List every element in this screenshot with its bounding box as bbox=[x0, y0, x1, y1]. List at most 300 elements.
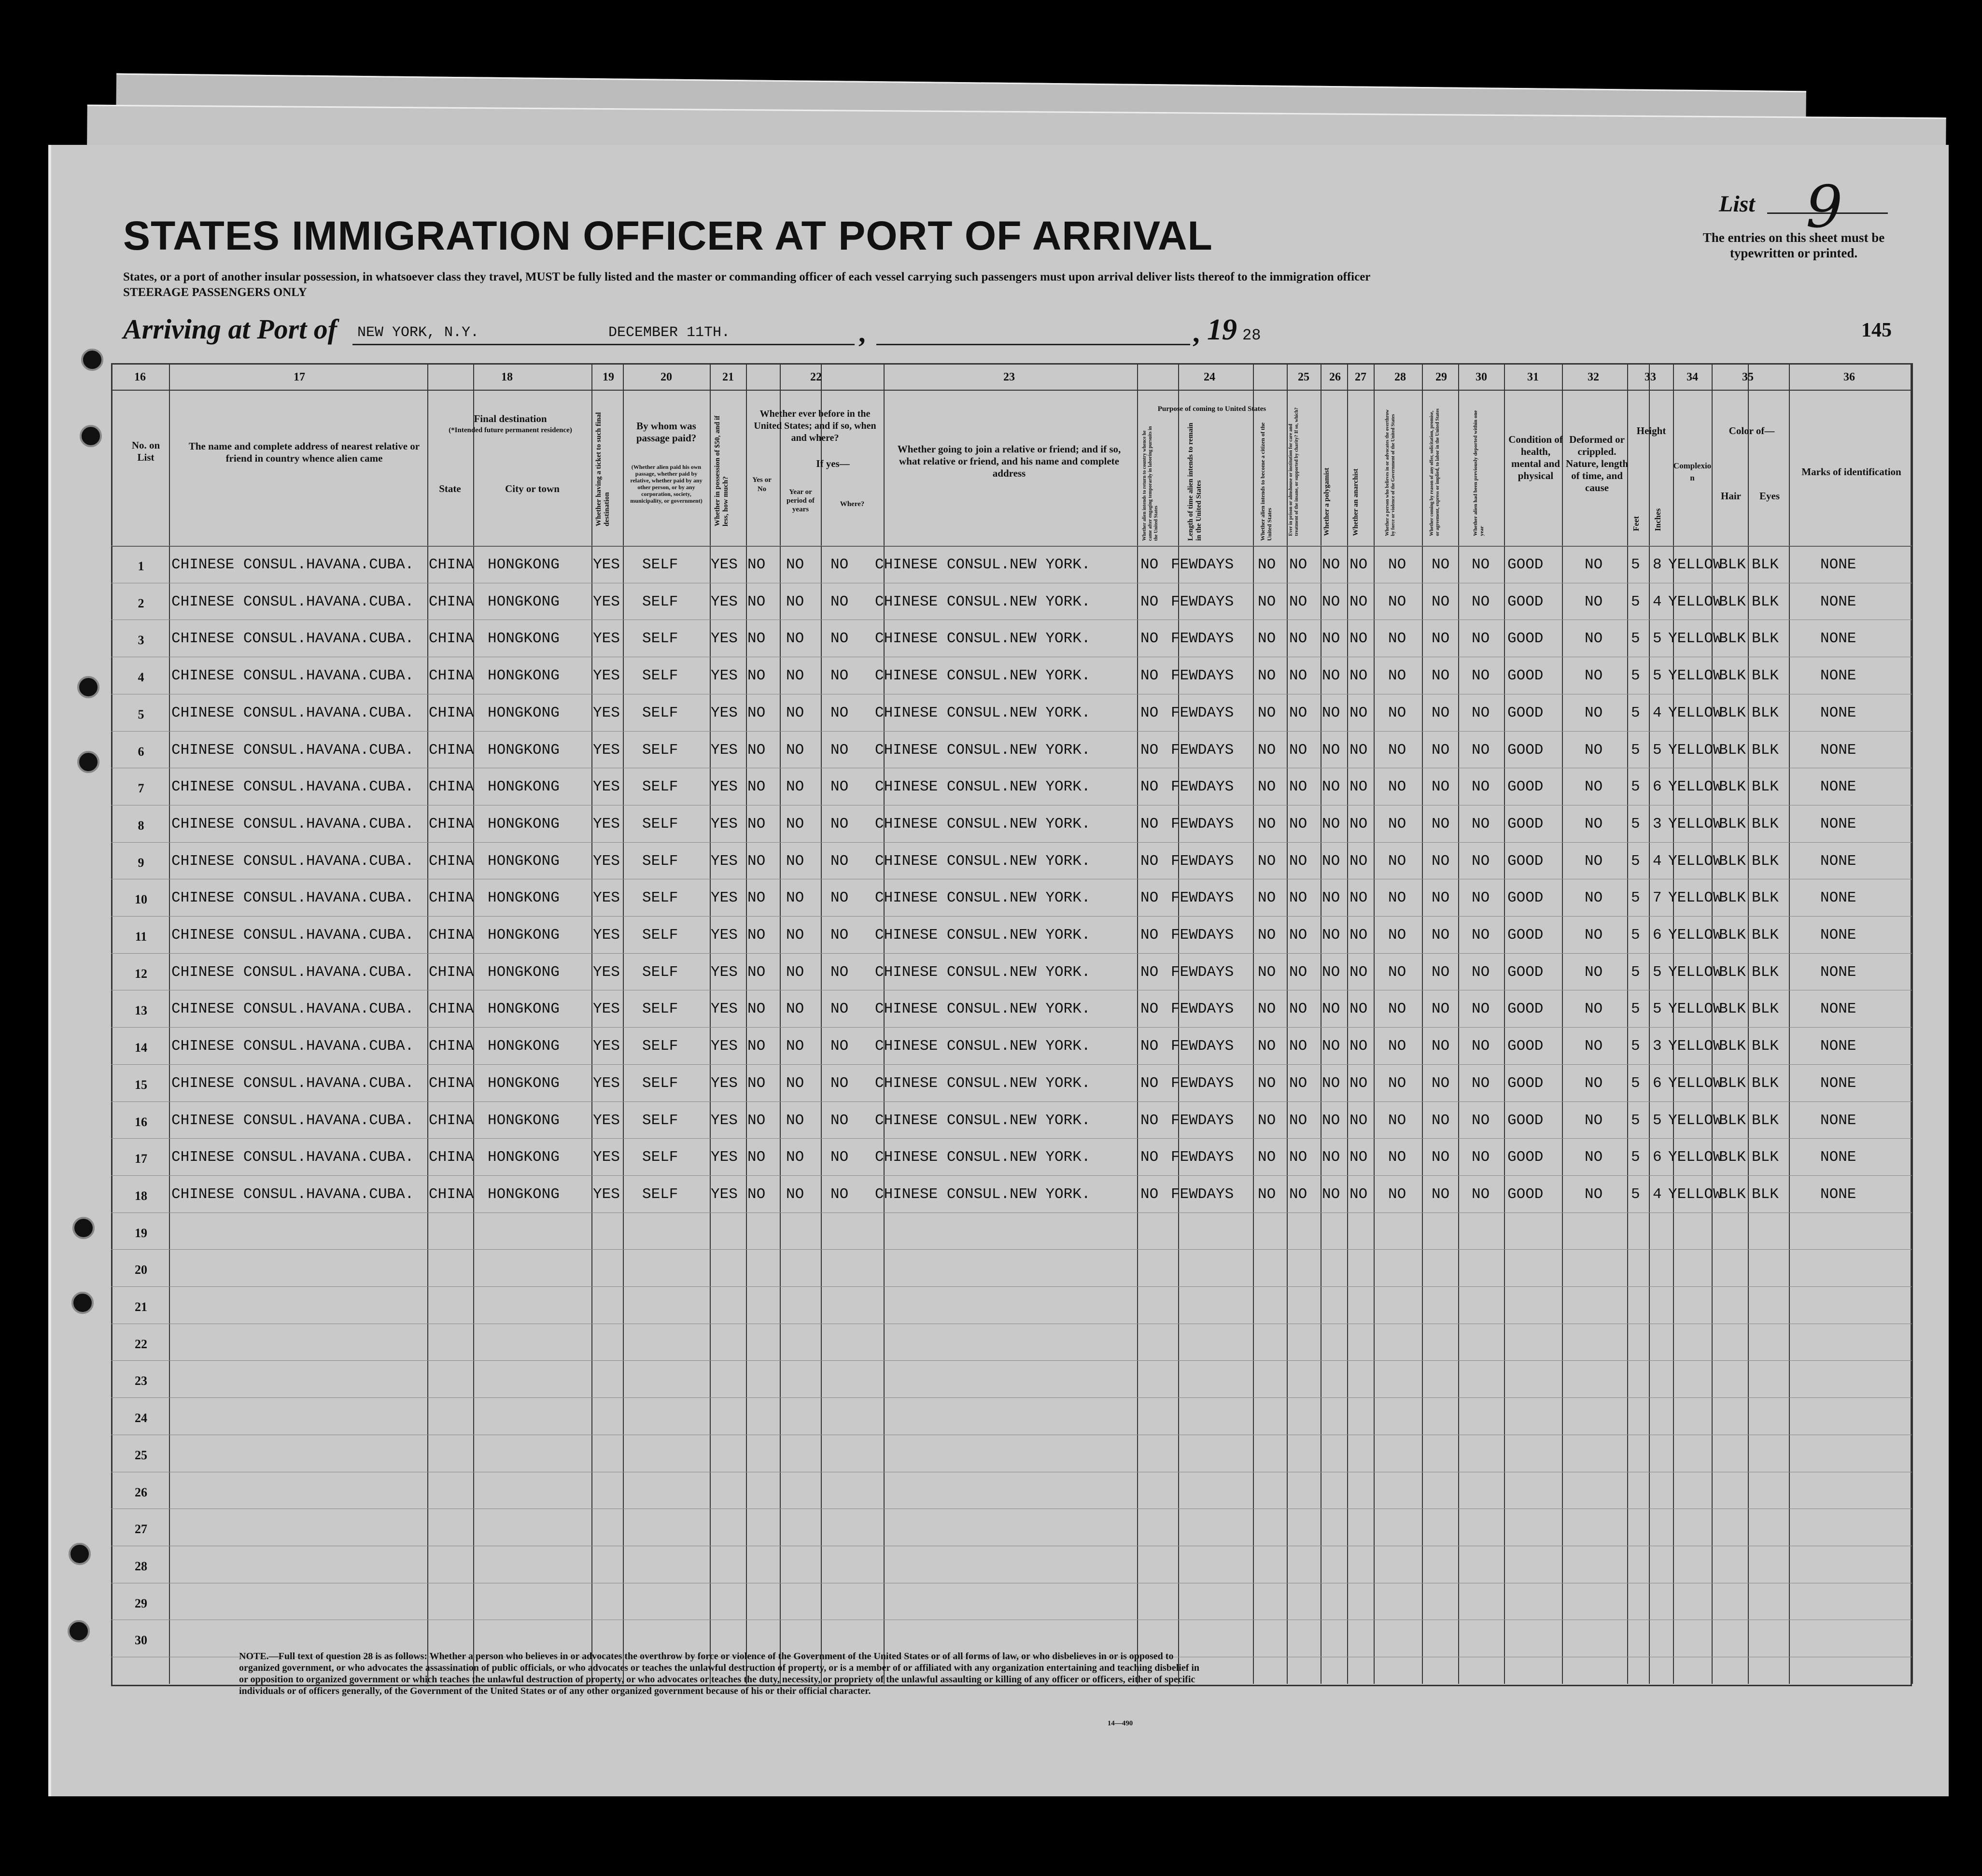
cell-anarch: NO bbox=[1349, 1186, 1368, 1203]
cell-deformed: NO bbox=[1585, 1186, 1603, 1203]
cell-paid: SELF bbox=[642, 1149, 678, 1166]
row-number: 26 bbox=[135, 1485, 147, 1499]
cell-years: NO bbox=[786, 556, 804, 573]
column-number: 31 bbox=[1527, 371, 1539, 383]
arrival-date: DECEMBER 11TH. bbox=[608, 324, 731, 341]
cell-where: NO bbox=[830, 742, 849, 759]
cell-ret: NO bbox=[1140, 889, 1159, 906]
cell-where: NO bbox=[830, 1186, 849, 1203]
cell-joining: CHINESE CONSUL.NEW YORK. bbox=[875, 1075, 1091, 1092]
cell-feet: 5 bbox=[1631, 556, 1640, 573]
cell-ticket: YES bbox=[593, 1001, 620, 1017]
cell-length: FEWDAYS bbox=[1171, 1038, 1234, 1055]
cell-fifty: YES bbox=[711, 556, 738, 573]
row-number: 25 bbox=[135, 1448, 147, 1462]
cell-prison: NO bbox=[1289, 667, 1307, 684]
cell-relative: CHINESE CONSUL.HAVANA.CUBA. bbox=[171, 1001, 414, 1017]
cell-offer: NO bbox=[1432, 927, 1450, 944]
cell-inches: 5 bbox=[1653, 667, 1662, 684]
cell-eyes: BLK bbox=[1752, 630, 1779, 647]
column-line bbox=[1789, 363, 1790, 1684]
cell-hair: BLK bbox=[1719, 1149, 1746, 1166]
cell-prison: NO bbox=[1289, 1149, 1307, 1166]
cell-paid: SELF bbox=[642, 705, 678, 721]
cell-marks: NONE bbox=[1820, 1112, 1856, 1129]
cell-poly: NO bbox=[1322, 593, 1340, 610]
column-line bbox=[169, 363, 170, 1684]
cell-relative: CHINESE CONSUL.HAVANA.CUBA. bbox=[171, 853, 414, 870]
cell-hair: BLK bbox=[1719, 778, 1746, 795]
entries-note: The entries on this sheet must be typewritten or printed. bbox=[1702, 230, 1885, 260]
cell-anarch: NO bbox=[1349, 889, 1368, 906]
cell-condition: GOOD bbox=[1507, 556, 1544, 573]
cell-before: NO bbox=[747, 667, 766, 684]
cell-anarch: NO bbox=[1349, 667, 1368, 684]
cell-hair: BLK bbox=[1719, 889, 1746, 906]
column-line bbox=[1422, 363, 1423, 1684]
cell-citizen: NO bbox=[1258, 705, 1276, 721]
cell-state: CHINA bbox=[429, 1186, 474, 1203]
cell-ticket: YES bbox=[593, 816, 620, 832]
cell-city: HONGKONG bbox=[488, 816, 560, 832]
cell-fifty: YES bbox=[711, 889, 738, 906]
header-purpose: Purpose of coming to United States bbox=[1157, 405, 1266, 413]
cell-prison: NO bbox=[1289, 927, 1307, 944]
cell-poly: NO bbox=[1322, 630, 1340, 647]
cell-city: HONGKONG bbox=[488, 556, 560, 573]
row-number: 21 bbox=[135, 1300, 147, 1314]
cell-deported: NO bbox=[1472, 742, 1490, 759]
cell-inches: 6 bbox=[1653, 927, 1662, 944]
header-if-yes: If yes— bbox=[816, 458, 850, 469]
cell-feet: 5 bbox=[1631, 1186, 1640, 1203]
cell-ret: NO bbox=[1140, 1186, 1159, 1203]
cell-anarch: NO bbox=[1349, 816, 1368, 832]
cell-poly: NO bbox=[1322, 1075, 1340, 1092]
row-line bbox=[111, 1101, 1912, 1102]
cell-where: NO bbox=[830, 1038, 849, 1055]
cell-before: NO bbox=[747, 964, 766, 981]
cell-ticket: YES bbox=[593, 1186, 620, 1203]
cell-state: CHINA bbox=[429, 964, 474, 981]
cell-ret: NO bbox=[1140, 1112, 1159, 1129]
cell-feet: 5 bbox=[1631, 630, 1640, 647]
cell-length: FEWDAYS bbox=[1171, 556, 1234, 573]
cell-state: CHINA bbox=[429, 1075, 474, 1092]
cell-years: NO bbox=[786, 964, 804, 981]
cell-overthrow: NO bbox=[1388, 1001, 1406, 1017]
header-state: State bbox=[439, 483, 461, 494]
cell-ticket: YES bbox=[593, 927, 620, 944]
cell-overthrow: NO bbox=[1388, 630, 1406, 647]
row-line bbox=[111, 953, 1912, 954]
cell-length: FEWDAYS bbox=[1171, 593, 1234, 610]
cell-before: NO bbox=[747, 1112, 766, 1129]
cell-relative: CHINESE CONSUL.HAVANA.CUBA. bbox=[171, 742, 414, 759]
cell-marks: NONE bbox=[1820, 630, 1856, 647]
cell-length: FEWDAYS bbox=[1171, 853, 1234, 870]
cell-hair: BLK bbox=[1719, 705, 1746, 721]
cell-eyes: BLK bbox=[1752, 742, 1779, 759]
cell-eyes: BLK bbox=[1752, 1001, 1779, 1017]
cell-complexion: YELLOW bbox=[1668, 853, 1722, 870]
cell-hair: BLK bbox=[1719, 1112, 1746, 1129]
cell-where: NO bbox=[830, 1112, 849, 1129]
cell-overthrow: NO bbox=[1388, 816, 1406, 832]
cell-length: FEWDAYS bbox=[1171, 778, 1234, 795]
cell-hair: BLK bbox=[1719, 964, 1746, 981]
cell-hair: BLK bbox=[1719, 593, 1746, 610]
cell-joining: CHINESE CONSUL.NEW YORK. bbox=[875, 667, 1091, 684]
cell-feet: 5 bbox=[1631, 889, 1640, 906]
cell-ret: NO bbox=[1140, 816, 1159, 832]
cell-ticket: YES bbox=[593, 1112, 620, 1129]
cell-deported: NO bbox=[1472, 964, 1490, 981]
cell-deformed: NO bbox=[1585, 1149, 1603, 1166]
header-anarchist: Whether an anarchist bbox=[1352, 468, 1360, 536]
row-line bbox=[111, 1397, 1912, 1398]
cell-marks: NONE bbox=[1820, 1149, 1856, 1166]
cell-feet: 5 bbox=[1631, 1038, 1640, 1055]
cell-ticket: YES bbox=[593, 593, 620, 610]
cell-joining: CHINESE CONSUL.NEW YORK. bbox=[875, 593, 1091, 610]
cell-deported: NO bbox=[1472, 1038, 1490, 1055]
cell-eyes: BLK bbox=[1752, 964, 1779, 981]
header-fifty: Whether in possession of $50, and if less, how much? bbox=[714, 415, 730, 526]
column-number: 26 bbox=[1329, 371, 1341, 383]
cell-complexion: YELLOW bbox=[1668, 1186, 1722, 1203]
cell-ret: NO bbox=[1140, 556, 1159, 573]
cell-fifty: YES bbox=[711, 593, 738, 610]
cell-fifty: YES bbox=[711, 667, 738, 684]
cell-years: NO bbox=[786, 1149, 804, 1166]
cell-ticket: YES bbox=[593, 705, 620, 721]
cell-deported: NO bbox=[1472, 705, 1490, 721]
cell-ret: NO bbox=[1140, 1038, 1159, 1055]
cell-offer: NO bbox=[1432, 1038, 1450, 1055]
row-number: 13 bbox=[135, 1003, 147, 1017]
cell-relative: CHINESE CONSUL.HAVANA.CUBA. bbox=[171, 593, 414, 610]
cell-condition: GOOD bbox=[1507, 927, 1544, 944]
header-overthrow: Whether a person who believes in or advocates the overthrow by force or violence of the Government of the United States bbox=[1385, 409, 1396, 536]
cell-prison: NO bbox=[1289, 1075, 1307, 1092]
cell-condition: GOOD bbox=[1507, 705, 1544, 721]
column-number: 29 bbox=[1435, 371, 1447, 383]
cell-where: NO bbox=[830, 927, 849, 944]
cell-city: HONGKONG bbox=[488, 742, 560, 759]
cell-eyes: BLK bbox=[1752, 667, 1779, 684]
cell-feet: 5 bbox=[1631, 1149, 1640, 1166]
cell-deformed: NO bbox=[1585, 667, 1603, 684]
cell-years: NO bbox=[786, 742, 804, 759]
cell-city: HONGKONG bbox=[488, 705, 560, 721]
cell-overthrow: NO bbox=[1388, 742, 1406, 759]
cell-complexion: YELLOW bbox=[1668, 1001, 1722, 1017]
cell-condition: GOOD bbox=[1507, 742, 1544, 759]
cell-length: FEWDAYS bbox=[1171, 816, 1234, 832]
cell-deported: NO bbox=[1472, 667, 1490, 684]
cell-years: NO bbox=[786, 1186, 804, 1203]
cell-length: FEWDAYS bbox=[1171, 1001, 1234, 1017]
cell-joining: CHINESE CONSUL.NEW YORK. bbox=[875, 1001, 1091, 1017]
list-number: 9 bbox=[1806, 174, 1843, 241]
cell-inches: 5 bbox=[1653, 1001, 1662, 1017]
cell-hair: BLK bbox=[1719, 853, 1746, 870]
cell-ret: NO bbox=[1140, 705, 1159, 721]
cell-complexion: YELLOW bbox=[1668, 667, 1722, 684]
cell-prison: NO bbox=[1289, 1112, 1307, 1129]
cell-city: HONGKONG bbox=[488, 630, 560, 647]
column-number: 30 bbox=[1476, 371, 1487, 383]
cell-state: CHINA bbox=[429, 927, 474, 944]
cell-joining: CHINESE CONSUL.NEW YORK. bbox=[875, 964, 1091, 981]
cell-overthrow: NO bbox=[1388, 667, 1406, 684]
cell-before: NO bbox=[747, 556, 766, 573]
cell-ticket: YES bbox=[593, 630, 620, 647]
cell-joining: CHINESE CONSUL.NEW YORK. bbox=[875, 816, 1091, 832]
row-number: 24 bbox=[135, 1411, 147, 1425]
cell-marks: NONE bbox=[1820, 889, 1856, 906]
header-final-destination-note: (*Intended future permanent residence) bbox=[449, 426, 572, 434]
cell-eyes: BLK bbox=[1752, 778, 1779, 795]
cell-eyes: BLK bbox=[1752, 556, 1779, 573]
cell-citizen: NO bbox=[1258, 964, 1276, 981]
cell-deformed: NO bbox=[1585, 889, 1603, 906]
cell-hair: BLK bbox=[1719, 1001, 1746, 1017]
column-line bbox=[1912, 363, 1913, 1684]
cell-feet: 5 bbox=[1631, 964, 1640, 981]
cell-before: NO bbox=[747, 1038, 766, 1055]
cell-years: NO bbox=[786, 1001, 804, 1017]
cell-state: CHINA bbox=[429, 630, 474, 647]
cell-offer: NO bbox=[1432, 556, 1450, 573]
row-line bbox=[111, 1175, 1912, 1176]
cell-anarch: NO bbox=[1349, 1001, 1368, 1017]
cell-offer: NO bbox=[1432, 964, 1450, 981]
cell-inches: 5 bbox=[1653, 630, 1662, 647]
cell-years: NO bbox=[786, 667, 804, 684]
cell-ticket: YES bbox=[593, 1038, 620, 1055]
cell-overthrow: NO bbox=[1388, 1112, 1406, 1129]
header-paid-by: By whom was passage paid? bbox=[636, 420, 697, 444]
cell-anarch: NO bbox=[1349, 964, 1368, 981]
column-line bbox=[1137, 363, 1138, 1684]
cell-anarch: NO bbox=[1349, 593, 1368, 610]
cell-ret: NO bbox=[1140, 667, 1159, 684]
cell-complexion: YELLOW bbox=[1668, 593, 1722, 610]
cell-citizen: NO bbox=[1258, 630, 1276, 647]
cell-paid: SELF bbox=[642, 593, 678, 610]
cell-deformed: NO bbox=[1585, 630, 1603, 647]
cell-deported: NO bbox=[1472, 593, 1490, 610]
cell-condition: GOOD bbox=[1507, 630, 1544, 647]
header-offer: Whether coming by reason of any offer, solicitation, promise, or agreement, express or implied, to labor in the United States bbox=[1429, 408, 1440, 536]
cell-fifty: YES bbox=[711, 1149, 738, 1166]
cell-anarch: NO bbox=[1349, 556, 1368, 573]
row-number: 3 bbox=[138, 633, 144, 647]
cell-feet: 5 bbox=[1631, 816, 1640, 832]
cell-length: FEWDAYS bbox=[1171, 1186, 1234, 1203]
cell-feet: 5 bbox=[1631, 1112, 1640, 1129]
cell-complexion: YELLOW bbox=[1668, 556, 1722, 573]
cell-fifty: YES bbox=[711, 1186, 738, 1203]
cell-fifty: YES bbox=[711, 853, 738, 870]
row-number: 8 bbox=[138, 818, 144, 832]
arrival-port: NEW YORK, N.Y. bbox=[357, 324, 479, 341]
column-number: 35 bbox=[1742, 371, 1754, 383]
column-number: 25 bbox=[1298, 371, 1309, 383]
row-number: 4 bbox=[138, 670, 144, 684]
cell-anarch: NO bbox=[1349, 1149, 1368, 1166]
header-condition: Condition of health, mental and physical bbox=[1508, 434, 1563, 481]
cell-paid: SELF bbox=[642, 742, 678, 759]
cell-city: HONGKONG bbox=[488, 889, 560, 906]
punch-hole bbox=[80, 425, 102, 447]
cell-relative: CHINESE CONSUL.HAVANA.CUBA. bbox=[171, 1112, 414, 1129]
header-paid-by-note: (Whether alien paid his own passage, whether paid by relative, whether paid by any other person, or by any corporation, society, municipality, or government) bbox=[630, 464, 703, 504]
cell-poly: NO bbox=[1322, 667, 1340, 684]
cell-city: HONGKONG bbox=[488, 1186, 560, 1203]
cell-feet: 5 bbox=[1631, 742, 1640, 759]
row-number: 28 bbox=[135, 1559, 147, 1573]
cell-where: NO bbox=[830, 1149, 849, 1166]
cell-deformed: NO bbox=[1585, 1038, 1603, 1055]
cell-paid: SELF bbox=[642, 1112, 678, 1129]
cell-paid: SELF bbox=[642, 778, 678, 795]
cell-length: FEWDAYS bbox=[1171, 742, 1234, 759]
comma: , bbox=[1193, 317, 1200, 348]
cell-before: NO bbox=[747, 816, 766, 832]
cell-city: HONGKONG bbox=[488, 1075, 560, 1092]
cell-paid: SELF bbox=[642, 1075, 678, 1092]
cell-joining: CHINESE CONSUL.NEW YORK. bbox=[875, 1112, 1091, 1129]
cell-length: FEWDAYS bbox=[1171, 630, 1234, 647]
page-number: 145 bbox=[1861, 319, 1892, 341]
cell-deformed: NO bbox=[1585, 778, 1603, 795]
cell-condition: GOOD bbox=[1507, 1075, 1544, 1092]
cell-deported: NO bbox=[1472, 1149, 1490, 1166]
header-ticket: Whether having a ticket to such final destination bbox=[595, 412, 611, 526]
cell-joining: CHINESE CONSUL.NEW YORK. bbox=[875, 778, 1091, 795]
cell-ret: NO bbox=[1140, 853, 1159, 870]
cell-citizen: NO bbox=[1258, 816, 1276, 832]
cell-offer: NO bbox=[1432, 816, 1450, 832]
cell-deformed: NO bbox=[1585, 1001, 1603, 1017]
header-yes-no: Yes or No bbox=[752, 476, 772, 493]
cell-before: NO bbox=[747, 1186, 766, 1203]
cell-city: HONGKONG bbox=[488, 1038, 560, 1055]
cell-offer: NO bbox=[1432, 889, 1450, 906]
column-number: 22 bbox=[810, 371, 822, 383]
column-line bbox=[1253, 363, 1254, 1684]
cell-offer: NO bbox=[1432, 667, 1450, 684]
cell-offer: NO bbox=[1432, 705, 1450, 721]
cell-length: FEWDAYS bbox=[1171, 927, 1234, 944]
cell-citizen: NO bbox=[1258, 1186, 1276, 1203]
cell-anarch: NO bbox=[1349, 630, 1368, 647]
cell-years: NO bbox=[786, 853, 804, 870]
cell-eyes: BLK bbox=[1752, 853, 1779, 870]
column-number: 36 bbox=[1843, 371, 1855, 383]
row-number: 22 bbox=[135, 1337, 147, 1351]
steerage-label: STEERAGE PASSENGERS ONLY bbox=[123, 286, 307, 299]
cell-eyes: BLK bbox=[1752, 1112, 1779, 1129]
cell-where: NO bbox=[830, 593, 849, 610]
cell-marks: NONE bbox=[1820, 964, 1856, 981]
year-suffix: 28 bbox=[1242, 326, 1261, 344]
column-number: 17 bbox=[294, 371, 305, 383]
column-number: 20 bbox=[661, 371, 672, 383]
cell-joining: CHINESE CONSUL.NEW YORK. bbox=[875, 853, 1091, 870]
cell-state: CHINA bbox=[429, 667, 474, 684]
cell-fifty: YES bbox=[711, 630, 738, 647]
header-deported: Whether alien had been previously deported within one year bbox=[1473, 410, 1485, 536]
cell-ret: NO bbox=[1140, 1149, 1159, 1166]
cell-relative: CHINESE CONSUL.HAVANA.CUBA. bbox=[171, 705, 414, 721]
cell-overthrow: NO bbox=[1388, 1149, 1406, 1166]
cell-relative: CHINESE CONSUL.HAVANA.CUBA. bbox=[171, 927, 414, 944]
column-number: 27 bbox=[1355, 371, 1366, 383]
cell-ticket: YES bbox=[593, 667, 620, 684]
cell-condition: GOOD bbox=[1507, 1038, 1544, 1055]
cell-length: FEWDAYS bbox=[1171, 1075, 1234, 1092]
cell-prison: NO bbox=[1289, 1186, 1307, 1203]
column-number: 33 bbox=[1645, 371, 1656, 383]
cell-ticket: YES bbox=[593, 853, 620, 870]
cell-fifty: YES bbox=[711, 1075, 738, 1092]
cell-inches: 5 bbox=[1653, 964, 1662, 981]
column-line bbox=[1374, 363, 1375, 1684]
cell-prison: NO bbox=[1289, 853, 1307, 870]
year-prefix: 19 bbox=[1207, 313, 1237, 346]
cell-relative: CHINESE CONSUL.HAVANA.CUBA. bbox=[171, 1149, 414, 1166]
cell-where: NO bbox=[830, 816, 849, 832]
cell-prison: NO bbox=[1289, 889, 1307, 906]
header-marks: Marks of identification bbox=[1801, 466, 1901, 478]
cell-marks: NONE bbox=[1820, 853, 1856, 870]
cell-relative: CHINESE CONSUL.HAVANA.CUBA. bbox=[171, 556, 414, 573]
cell-deported: NO bbox=[1472, 889, 1490, 906]
cell-deported: NO bbox=[1472, 778, 1490, 795]
header-height: Height bbox=[1636, 425, 1666, 437]
cell-hair: BLK bbox=[1719, 1075, 1746, 1092]
cell-state: CHINA bbox=[429, 853, 474, 870]
row-number: 12 bbox=[135, 967, 147, 981]
header-feet: Feet bbox=[1631, 516, 1641, 531]
cell-offer: NO bbox=[1432, 1186, 1450, 1203]
punch-hole bbox=[71, 1292, 94, 1314]
row-number: 29 bbox=[135, 1596, 147, 1610]
cell-anarch: NO bbox=[1349, 1075, 1368, 1092]
row-number: 18 bbox=[135, 1189, 147, 1203]
cell-paid: SELF bbox=[642, 630, 678, 647]
cell-condition: GOOD bbox=[1507, 1149, 1544, 1166]
cell-condition: GOOD bbox=[1507, 853, 1544, 870]
cell-poly: NO bbox=[1322, 853, 1340, 870]
cell-citizen: NO bbox=[1258, 742, 1276, 759]
cell-state: CHINA bbox=[429, 593, 474, 610]
cell-where: NO bbox=[830, 778, 849, 795]
column-number: 16 bbox=[134, 371, 146, 383]
cell-anarch: NO bbox=[1349, 705, 1368, 721]
cell-inches: 4 bbox=[1653, 853, 1662, 870]
column-line bbox=[1504, 363, 1505, 1684]
cell-poly: NO bbox=[1322, 1112, 1340, 1129]
cell-before: NO bbox=[747, 705, 766, 721]
cell-ticket: YES bbox=[593, 964, 620, 981]
cell-offer: NO bbox=[1432, 778, 1450, 795]
cell-before: NO bbox=[747, 1149, 766, 1166]
